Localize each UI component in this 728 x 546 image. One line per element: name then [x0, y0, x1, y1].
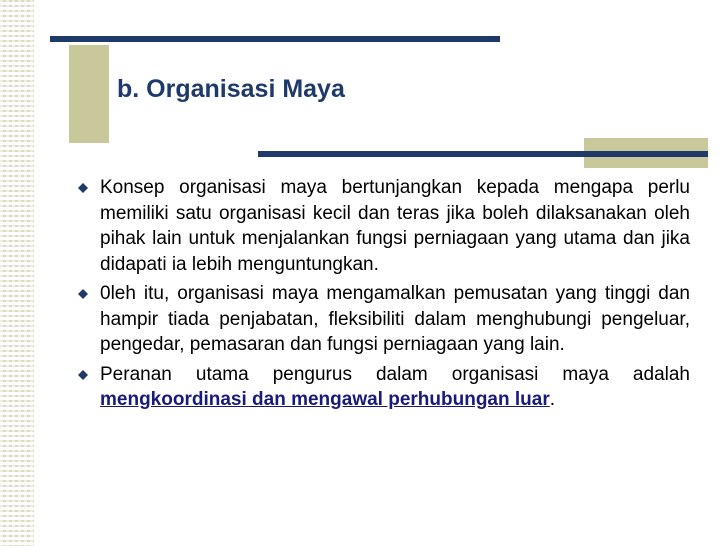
divider-bar [258, 151, 708, 157]
emphasized-text: mengkoordinasi dan mengawal perhubungan luar [100, 389, 550, 410]
bullet-item [78, 175, 690, 277]
bullet-text-end: . [549, 389, 556, 410]
slide-title: b. Organisasi Maya [117, 75, 345, 103]
side-pattern-decoration [0, 0, 34, 546]
bullet-text: Peranan utama pengurus dalam organisasi maya adalah [100, 363, 690, 385]
diamond-bullet-icon [78, 370, 88, 380]
top-accent-bar [50, 36, 500, 42]
bullet-text: Konsep organisasi maya bertunjangkan kepada mengapa perlu memiliki satu organisasi kecil dan teras jika boleh dilaksanakan oleh pihak lain untuk menjalankan fungsi perniagaan yang utama dan jika didapati ia lebih menguntungkan. [100, 177, 690, 275]
diamond-bullet-icon [78, 289, 88, 299]
diamond-bullet-icon [78, 183, 88, 193]
bullet-text: 0leh itu, organisasi maya mengamalkan pemusatan yang tinggi dan hampir tiada penjabatan, fleksibiliti dalam menghubungi pengeluar, pengedar, pemasaran dan fungsi perniagaan yang lain. [100, 283, 690, 355]
title-accent-block [69, 45, 109, 143]
bullet-item [78, 362, 690, 413]
bullet-item [78, 281, 690, 358]
bullet-list [78, 175, 690, 417]
